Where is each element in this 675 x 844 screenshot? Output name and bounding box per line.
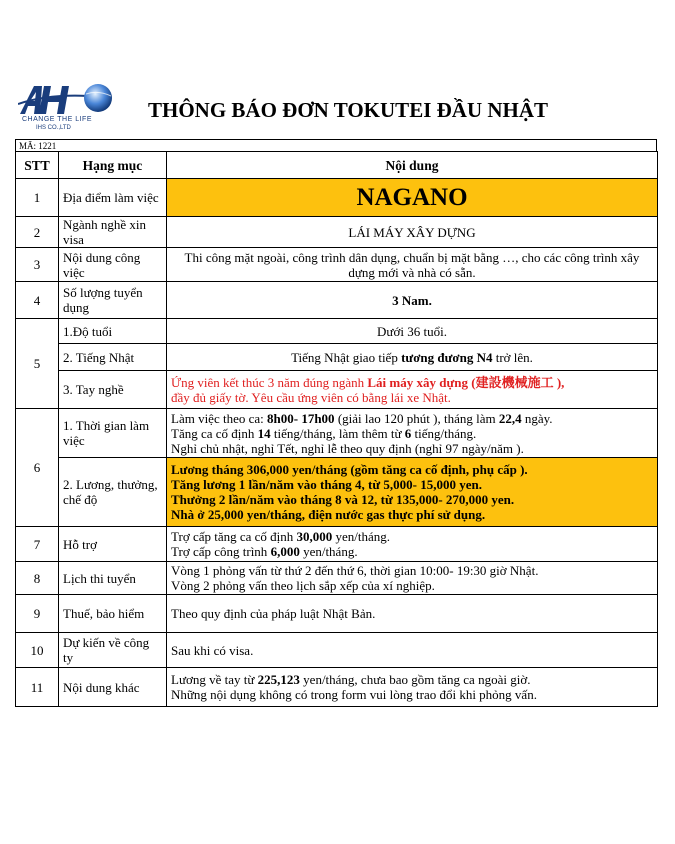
row-category: Hỗ trợ xyxy=(59,527,167,562)
row-content-skill xyxy=(167,371,658,409)
company-logo xyxy=(18,80,118,138)
row-category-salary: 2. Lương, thưởng, chế độ xyxy=(59,458,167,527)
row-stt: 1 xyxy=(16,179,59,217)
support-text: yen/tháng. xyxy=(299,544,358,559)
time-line-2 xyxy=(171,426,653,441)
time-days: 22,4 xyxy=(498,410,522,426)
jp-text-end: trở lên. xyxy=(492,349,533,365)
time-text: tiếng/tháng. xyxy=(411,425,477,441)
table-row xyxy=(16,217,658,248)
salary-line-4: Nhà ở 25,000 yen/tháng, điện nước gas thực phí sử dụng. xyxy=(171,507,486,522)
skill-text: Ứng viên kết thúc 3 năm đúng ngành xyxy=(171,374,368,390)
skill-field: Lái máy xây dựng (建設機械施工 ), xyxy=(367,374,565,390)
table-row xyxy=(16,633,658,668)
row-content-age: Dưới 36 tuổi. xyxy=(167,319,658,344)
time-line-3: Nghỉ chủ nhật, nghỉ Tết, nghỉ lễ theo quy định (nghỉ 97 ngày/năm ). xyxy=(171,440,524,456)
row-stt: 8 xyxy=(16,562,59,595)
time-text: ngày. xyxy=(521,410,553,426)
time-text: tiếng/tháng, làm thêm từ xyxy=(270,425,405,441)
table-row xyxy=(16,458,658,527)
row-category: Thuế, bảo hiểm xyxy=(59,595,167,633)
row-content-location: NAGANO xyxy=(167,179,658,217)
logo-company: IHS CO.,LTD xyxy=(36,125,71,131)
support-line-1 xyxy=(171,529,653,544)
page-title: THÔNG BÁO ĐƠN TOKUTEI ĐẦU NHẬT xyxy=(148,98,549,122)
table-row xyxy=(16,595,658,633)
header-category: Hạng mục xyxy=(59,152,167,179)
row-category-skill: 3. Tay nghề xyxy=(59,371,167,409)
row-content-time xyxy=(167,409,658,458)
other-line-2: Những nội dụng không có trong form vui lòng trao đổi khi phỏng vấn. xyxy=(171,687,537,702)
row-content-japanese xyxy=(167,344,658,371)
row-stt: 11 xyxy=(16,668,59,707)
support-text: Trợ cấp công trình xyxy=(171,544,271,559)
salary-line-1: Lương tháng 306,000 yen/tháng (gồm tăng ca cố định, phụ cấp ). xyxy=(171,462,528,477)
table-row xyxy=(16,527,658,562)
salary-line-2: Tăng lương 1 lần/năm vào tháng 4, từ 5,000- 15,000 yen. xyxy=(171,477,483,492)
row-stt: 6 xyxy=(16,409,59,527)
table-row xyxy=(16,344,658,371)
row-content-support xyxy=(167,527,658,562)
table-row xyxy=(16,319,658,344)
row-content-other xyxy=(167,668,658,707)
schedule-line-2: Vòng 2 phỏng vấn theo lịch sắp xếp của xí nghiệp. xyxy=(171,578,435,593)
row-stt: 10 xyxy=(16,633,59,668)
support-text: Trợ cấp tăng ca cố định xyxy=(171,529,297,544)
time-extra: 6 xyxy=(404,425,412,441)
row-stt: 3 xyxy=(16,248,59,282)
time-text: (giải lao 120 phút ), tháng làm xyxy=(334,410,499,426)
other-text: yen/tháng, chưa bao gồm tăng ca ngoài giờ. xyxy=(299,672,531,687)
row-category-age: 1.Độ tuổi xyxy=(59,319,167,344)
jp-text: Tiếng Nhật giao tiếp xyxy=(291,349,402,365)
time-line-1 xyxy=(171,411,653,426)
support-text: yen/tháng. xyxy=(332,529,391,544)
time-overtime: 14 xyxy=(257,425,271,441)
time-text: Làm việc theo ca: xyxy=(171,410,268,426)
row-content-schedule xyxy=(167,562,658,595)
row-stt: 5 xyxy=(16,319,59,409)
other-text: Lương về tay từ xyxy=(171,672,258,687)
row-category: Dự kiến về công ty xyxy=(59,633,167,668)
time-text: Tăng ca cố định xyxy=(171,425,258,441)
row-category: Số lượng tuyển dụng xyxy=(59,282,167,319)
salary-line-3: Thưởng 2 lần/năm vào tháng 8 và 12, từ 135,000- 270,000 yen. xyxy=(171,492,515,507)
header-stt: STT xyxy=(16,152,59,179)
row-content-tax: Theo quy định của pháp luật Nhật Bản. xyxy=(167,595,658,633)
schedule-line-1: Vòng 1 phỏng vấn từ thứ 2 đến thứ 6, thời gian 10:00- 19:30 giờ Nhật. xyxy=(171,563,539,578)
support-line-2 xyxy=(171,544,653,559)
row-category-time: 1. Thời gian làm việc xyxy=(59,409,167,458)
table-row xyxy=(16,248,658,282)
row-stt: 7 xyxy=(16,527,59,562)
row-stt: 2 xyxy=(16,217,59,248)
table-row xyxy=(16,282,658,319)
support-amount: 30,000 xyxy=(296,529,333,544)
row-content-work: Thi công mặt ngoài, công trình dân dụng, chuẩn bị mặt bằng …, cho các công trình xây dựng mới và nhà có sẵn. xyxy=(167,248,658,282)
row-content-company: Sau khi có visa. xyxy=(167,633,658,668)
table-row xyxy=(16,371,658,409)
table-row xyxy=(16,179,658,217)
row-category-japanese: 2. Tiếng Nhật xyxy=(59,344,167,371)
row-content-job: LÁI MÁY XÂY DỰNG xyxy=(167,217,658,248)
ahi-globe-logo-icon xyxy=(18,80,118,118)
row-stt: 4 xyxy=(16,282,59,319)
row-category: Ngành nghề xin visa xyxy=(59,217,167,248)
jp-level: tương đương N4 xyxy=(401,349,493,365)
table-row xyxy=(16,668,658,707)
row-content-quantity: 3 Nam. xyxy=(167,282,658,319)
skill-text-end: đầy đủ giấy tờ. Yêu cầu ứng viên có bằng lái xe Nhật. xyxy=(171,389,451,405)
time-hours: 8h00- 17h00 xyxy=(267,410,335,426)
other-line-1 xyxy=(171,672,653,687)
row-category: Địa điểm làm việc xyxy=(59,179,167,217)
row-category: Nội dung khác xyxy=(59,668,167,707)
job-info-table xyxy=(15,151,658,707)
logo-tagline: CHANGE THE LIFE xyxy=(22,116,92,123)
row-category: Nội dung công việc xyxy=(59,248,167,282)
row-category: Lịch thi tuyển xyxy=(59,562,167,595)
support-amount: 6,000 xyxy=(270,544,300,559)
header-content: Nội dung xyxy=(167,152,658,179)
row-stt: 9 xyxy=(16,595,59,633)
table-row xyxy=(16,409,658,458)
table-header-row xyxy=(16,152,658,179)
document-code: MÃ: 1221 xyxy=(15,139,657,151)
take-home-amount: 225,123 xyxy=(257,672,300,687)
row-content-salary xyxy=(167,458,658,527)
table-row xyxy=(16,562,658,595)
